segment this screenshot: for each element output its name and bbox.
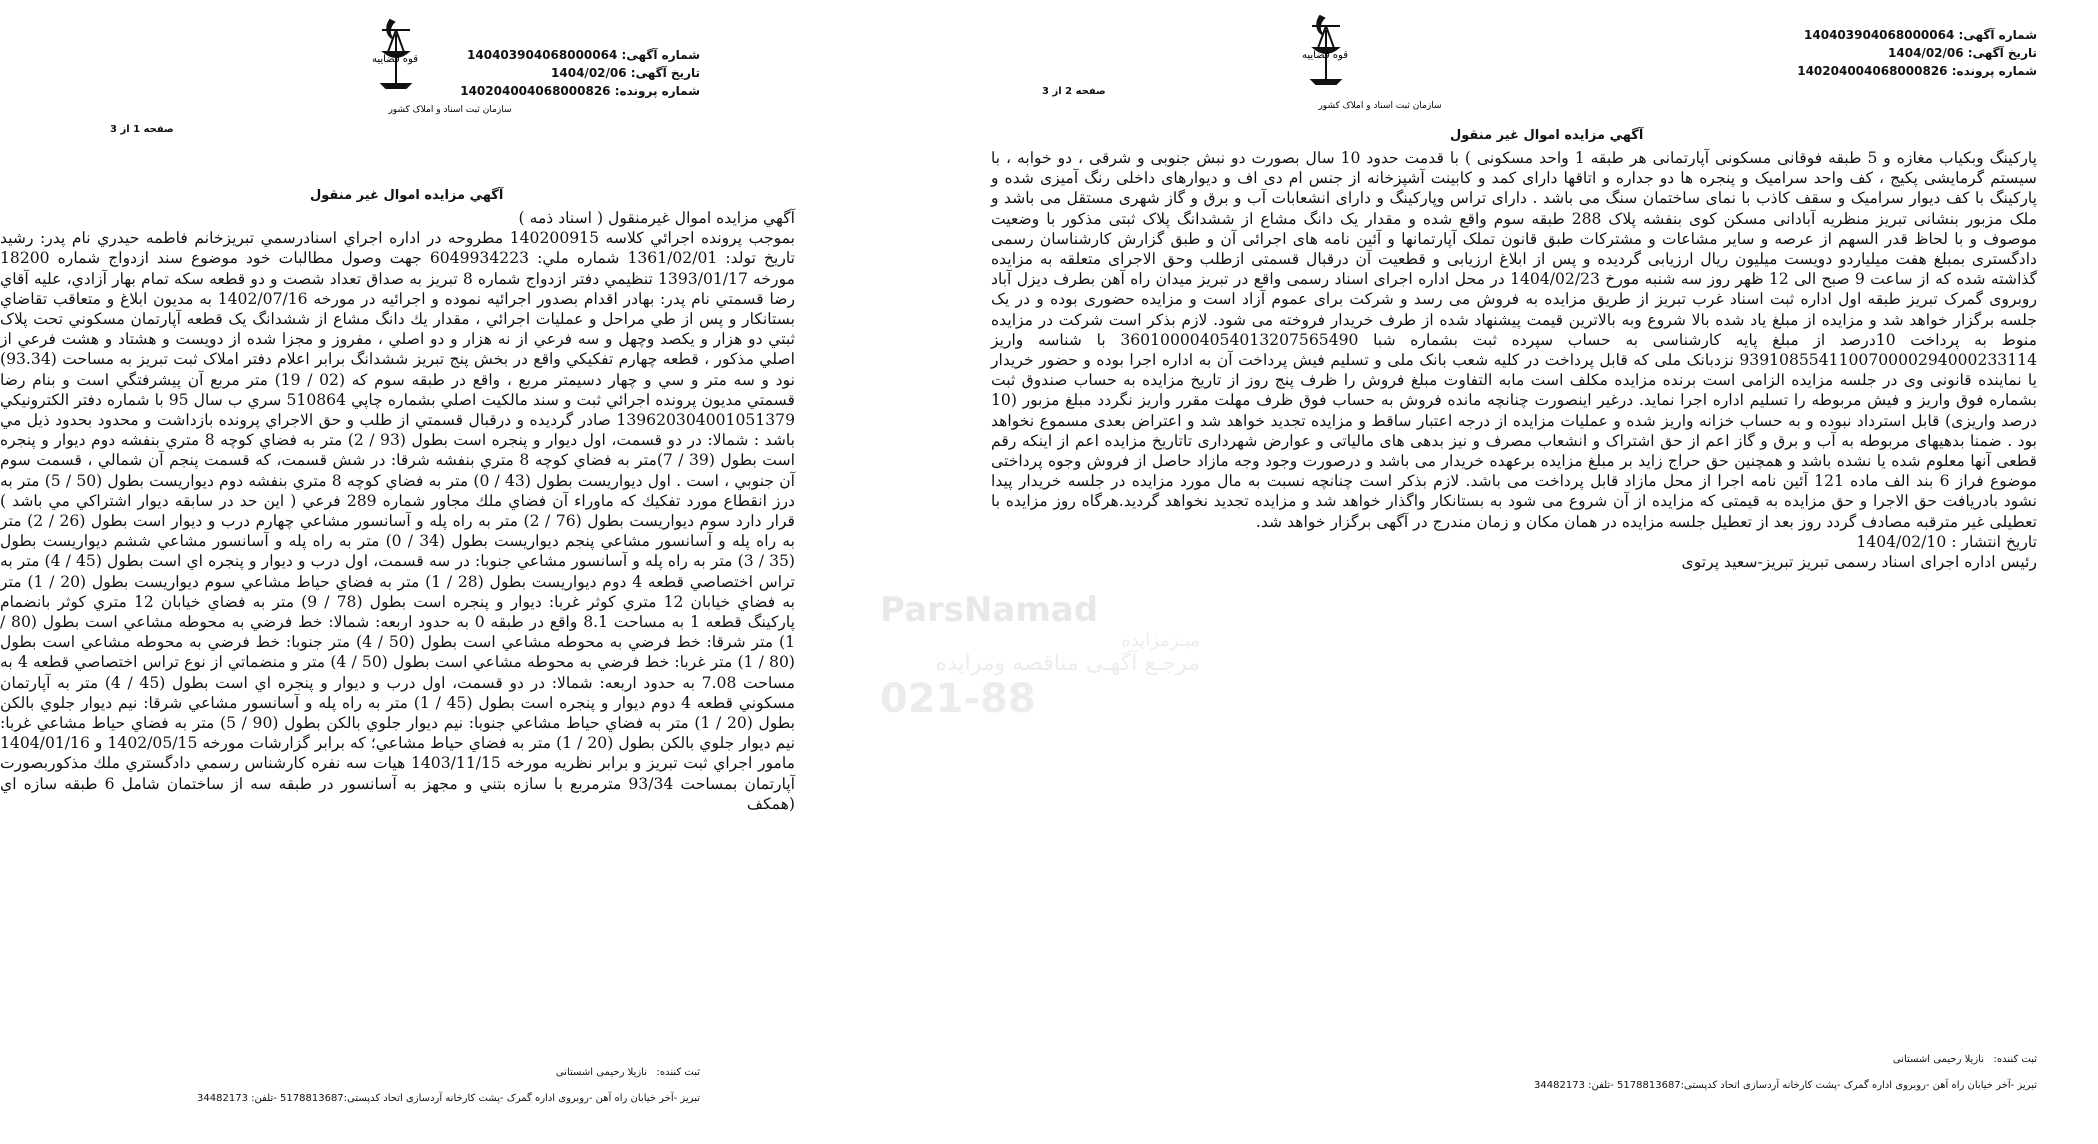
signature-line: رئیس اداره اجرای اسناد رسمی تبریز تبریز-سعید پرتوی [1681, 553, 2037, 572]
ad-date: 1404/02/06 [1888, 46, 1964, 60]
page-number: صفحه 2 از 3 [1042, 86, 1106, 97]
case-number: 140204004068000826 [460, 84, 611, 98]
registrar-name: نازیلا رحیمی اشستانی [555, 1067, 647, 1078]
footer-address: تبریز -آخر خیابان راه آهن -روبروی اداره گمرک -پشت کارخانه آردسازی اتحاد کدپستی:5178813687 -تلفن: 34482173 [1534, 1080, 2037, 1091]
notice-title: آگهي مزايده اموال غير منقول [1450, 128, 1644, 143]
page-number: صفحه 1 از 3 [110, 124, 174, 135]
paragraph: بموجب پرونده اجرائي كلاسه 140200915 مطروحه در اداره اجراي اسنادرسمي تبريزخانم فاطمه حيدري نام پدر: رشيد تاريخ تولد: 1361/02/01 شماره ملي: 6049934223 جهت وصول مطالبات خود موضوع سند ازدواج شماره 18200 مورخه 1393/01/17 تنظيمي دفتر ازدواج شماره 8 تبريز به صداق تعداد شصت و دو قطعه سكه تمام بهار آزادي، عليه آقاي رضا قسمتي نام پدر: بهادر اقدام بصدور اجرائيه نموده و اجرائيه در مورخه 1402/07/16 به مديون ابلاغ و متعاقب تقاضاي بستانكار و پس از طي مراحل و عمليات اجرائي ، مقدار يك دانگ مشاع از ششدانگ يک قطعه آپارتمان مسکوني تحت پلاک ثبتي دو هزار و يکصد وچهل و سه فرعي از نه هزار و دو اصلي ، مفروز و مجزا شده از دويست و هشتاد و هشت فرعي از اصلي مذکور ، قطعه چهارم تفکيکي واقع در بخش پنج تبريز ششدانگ برابر اعلام دفتر املاک ثبت تبريز به مساحت (93.34) نود و سه متر و سي و چهار دسيمتر مربع ، واقع در طبقه سوم كه (02 / 19) متر مربع آن پيشرفتگي است و بنام رضا قسمتي مديون پرونده اجرائي ثبت و سند مالكيت اصلي بشماره چاپي 510864 سري ب سال 95 با شماره دفتر الكترونيكي 139620304001051379 صادر گرديده و درقبال قسمتي از طلب و حق الاجراي پرونده بازداشت و محدود بحدود ذيل مي باشد : شمالا: در دو قسمت، اول ديوار و پنجره است بطول (93 / 2) متر به فضاي كوچه 8 متري بنفشه دوم ديوار و پنجره است بطول (39 / 7)متر به فضاي كوچه 8 متري بنفشه شرقا: در شش قسمت، كه قسمت پنجم آن شمالي ، قسمت سوم آن جنوبي ، است . اول ديواريست بطول (43 / 0) متر به فضاي كوچه 8 متري بنفشه دوم ديواريست بطول (50 / 5) متر به درز انقطاع مورد تفكيك كه ماوراء آن فضاي ملك مجاور شماره 289 فرعي ( اين حد در سابقه ديوار اشتراكي مي باشد ) قرار دارد سوم ديواريست بطول (76 / 2) متر به راه پله و آسانسور مشاعي چهارم درب و ديوار است بطول (26 / 2) متر به راه پله و آسانسور مشاعي پنجم ديواريست بطول (34 / 0) متر به راه پله و آسانسور مشاعي ششم ديواريست بطول (35 / 3) متر به راه پله و آسانسور مشاعي جنوبا: در سه قسمت، اول درب و ديوار و پنجره اي است بطول (45 / 4) متر به تراس اختصاصي قطعه 4 دوم ديواريست بطول (28 / 1) متر به فضاي حياط مشاعي سوم ديواريست بطول (20 / 1) متر به فضاي خيابان 12 متري كوثر غربا: ديوار و پنجره است بطول (78 / 9) متر به فضاي خيابان 12 متري كوثر بانضمام پاركينگ قطعه 1 به مساحت 8.1 واقع در طبقه 0 به حدود اربعه: شمالا: خط فرضي به محوطه مشاعي است بطول (80 / 1) متر شرقا: خط فرضي به محوطه مشاعي است بطول (50 / 4) متر جنوبا: خط فرضي به محوطه مشاعي است بطول (80 / 1) متر غربا: خط فرضي به محوطه مشاعي است بطول (50 / 4) متر و منضماتي از نوع تراس اختصاصي قطعه 4 به مساحت 7.08 به حدود اربعه: شمالا: در دو قسمت، اول درب و ديوار و پنجره اي است بطول (45 / 4) متر به آپارتمان مسكوني قطعه 4 دوم ديوار و پنجره است بطول (45 / 1) متر به راه پله و آسانسور مشاعي شرقا: نيم ديوار جلوي بالكن بطول (20 / 1) متر به فضاي حياط مشاعي جنوبا: نيم ديوار جلوي بالكن بطول (90 / 5) متر به فضاي حياط مشاعي غربا: نيم ديوار جلوي بالكن بطول (20 / 1) متر به فضاي حياط مشاعي؛ كه برابر گزارشات مورخه 1402/05/15 و 1404/01/16 مامور اجراي ثبت تبريز و برابر نظريه مورخه 1403/11/15 هيات سه نفره كارشناس رسمي دادگستري ملك مذكوربصورت آپارتمان بمساحت 93/34 مترمربع با سازه بتني و مجهز به آسانسور در طبقه سه از ساختمان شامل 6 طبقه سازه اي (همكف [0, 229, 796, 813]
ad-meta: شماره آگهی: 140403904068000064 تاریخ آگهی: 1404/02/06 شماره پرونده: 140204004068000826 [1797, 28, 2037, 78]
watermark [880, 590, 1200, 722]
watermark-brand: ParsNamad [880, 590, 1099, 630]
watermark-line1: ميـزمزايده [1121, 630, 1200, 651]
page-footer: ثبت کننده: نازیلا رحیمی اشستانی تبریز -آخر خیابان راه آهن -روبروی اداره گمرک -پشت کارخانه آردسازی اتحاد کدپستی:5178813687 -تلفن: 34482173 [1534, 1052, 2037, 1094]
notice-body [991, 148, 2037, 572]
org-name: سازمان ثبت اسناد و املاک کشور [1318, 101, 1442, 111]
org-name: سازمان ثبت اسناد و املاک کشور [388, 105, 512, 115]
ad-number: 140403904068000064 [467, 48, 618, 62]
logo-caption: قوه قضاییه [1301, 50, 1348, 61]
notice-body [0, 208, 795, 814]
scales-emblem-icon [360, 12, 512, 122]
ad-number: 140403904068000064 [1804, 28, 1955, 42]
watermark-line2: مرجـع آگهـی مناقصه ومزایده [935, 651, 1200, 676]
ad-meta: شماره آگهی: 140403904068000064 تاریخ آگهی: 1404/02/06 شماره پرونده: 140204004068000826 [460, 48, 700, 98]
judiciary-logo [1290, 8, 1442, 118]
judiciary-logo [360, 12, 512, 122]
watermark-phone: 021-88 [880, 676, 1036, 722]
page-1 [0, 0, 1000, 1144]
footer-address: تبریز -آخر خیابان راه آهن -روبروی اداره گمرک -پشت کارخانه آردسازی اتحاد کدپستی:5178813687 -تلفن: 34482173 [197, 1093, 700, 1104]
case-number: 140204004068000826 [1797, 64, 1948, 78]
page-2 [991, 0, 2098, 1144]
publish-date: تاریخ انتشار : 1404/02/10 [1856, 532, 2037, 551]
paragraph: پارکینگ وبکیاب مغازه و 5 طبقه فوقانی مسکونی آپارتمانی هر طبقه 1 واحد مسکونی ) با قدمت حدود 10 سال بصورت دو نبش جنوبی و شرقی ، دو خوابه ، با سیستم گرمایشی پکیج ، کف واحد سرامیک و پنجره ها دو جداره و اتاقها دارای کمد و کابینت آشپزخانه از جنس ام دی اف و دیوارهای داخلی رنگ آمیزی شده و پارکینگ با کف دیوار سرامیک و سقف کاذب با نمای ساختمان سنگ می باشد . دارای تراس وپارکینگ و دارای انشعابات آب و برق و گاز شهری مستقل می باشد و ملک مزبور بنشانی تبریز منظریه آبادانی مسکن کوی بنفشه پلاک 288 طبقه سوم واقع شده و مقدار یک دانگ مشاع از ششدانگ پلاک ثبتی مذکور با وضعیت موصوف و با لحاظ قدر السهم از عرصه و سایر مشاعات و مشترکات طبق قانون تملک آپارتمانها و آئین نامه های اجرائی آن و طبق گزارش کارشناسان رسمی دادگستری بمبلغ هفت میلیاردو دویست میلیون ریال ارزیابی گردیده و پس از ابلاغ ارزیابی و قطعیت آن درقبال قسمتی ازطلب وحق الاجرای متعلقه به مزایده گذاشته شده که از ساعت 9 صبح الی 12 ظهر روز سه شنبه مورخ 1404/02/23 در محل اداره اجرای اسناد رسمی واقع در تبریز میدان راه آهن بطرف دیزل آباد روبروی گمرک تبریز طبقه اول اداره ثبت اسناد غرب تبریز از طریق مزایده به فروش می رسد و شرکت برای عموم آزاد است و مزایده حضوری بوده و در یک جلسه برگزار خواهد شد و مزایده از مبلغ یاد شده بالا شروع وبه بالاترین قیمت پیشنهاد شده از طرف خریدار فروخته می شود. لازم بذکر است شرکت در مزایده منوط به پرداخت 10درصد از مبلغ پایه کارشناسی به حساب سپرده ثبت بشماره شبا 360100004054013207565490 با شناسه واریز 939108554110070000294000233114 نزدبانک ملی که قابل پرداخت در کلیه شعب بانک ملی و تسلیم فیش پرداخت آن به اداره اجرا بوده و حضور خریدار یا نماینده قانونی وی در جلسه مزایده الزامی است برنده مزایده مکلف است مابه التفاوت مبلغ فروش را ظرف پنج روز از تاریخ مزایده به حساب صندوق ثبت بشماره فوق واریز و فیش مربوطه را تسلیم اداره اجرا نماید. درغیر اینصورت چنانچه مانده فروش به حساب فوق ظرف مهلت مقرر واریز نگردد مبلغ مزبور (10 درصد واریزی) قابل استرداد نبوده و به حساب خزانه واریز شده و عملیات مزایده از درجه اعتبار ساقط و مزایده تجدید خواهد شد و اعتراض بعدی مسموع نخواهد بود . ضمنا بدهیهای مربوطه به آب و برق و گاز اعم از حق اشتراک و انشعاب مصرف و نیز بدهی های مالیاتی و عوارض شهرداری تاتاریخ مزایده اعم از اینکه رقم قطعی آنها معلوم شده یا نشده باشد و همچنین حق حراج زاید بر مبلغ مزایده برعهده خریدار می باشد و درصورت وجود وجه مازاد حاصل از فروش وجوه پرداختی موضوع فراز 6 بند الف ماده 121 آئین نامه اجرا از محل مازاد قابل پرداخت می باشد. لازم بذکر است چنانچه نسبت به مال مورد مزایده در جلسه خریدار پیدا نشود بادریافت حق الاجرا و حق مزایده به قیمتی که مزایده از آن شروع می شود به بستانکار واگذار خواهد شد و مزایده تجدید نخواهد گردید.هرگاه روز مزایده با تعطیلی غیر مترقبه مصادف گردد روز بعد از تعطیل جلسه مزایده در همان مکان و زمان مندرج در آگهی برگزار خواهد شد. [991, 149, 2038, 531]
ad-date: 1404/02/06 [551, 66, 627, 80]
page-footer: ثبت کننده: نازیلا رحیمی اشستانی تبریز -آخر خیابان راه آهن -روبروی اداره گمرک -پشت کارخانه آردسازی اتحاد کدپستی:5178813687 -تلفن: 34482173 [197, 1065, 700, 1107]
notice-title: آگهي مزايده اموال غير منقول [310, 188, 504, 203]
logo-caption: قوه قضاییه [371, 54, 418, 65]
registrar-name: نازیلا رحیمی اشستانی [1892, 1054, 1984, 1065]
scales-emblem-icon [1290, 8, 1442, 118]
paragraph-heading: آگهي مزايده اموال غيرمنقول ( اسناد ذمه ) [518, 209, 795, 227]
